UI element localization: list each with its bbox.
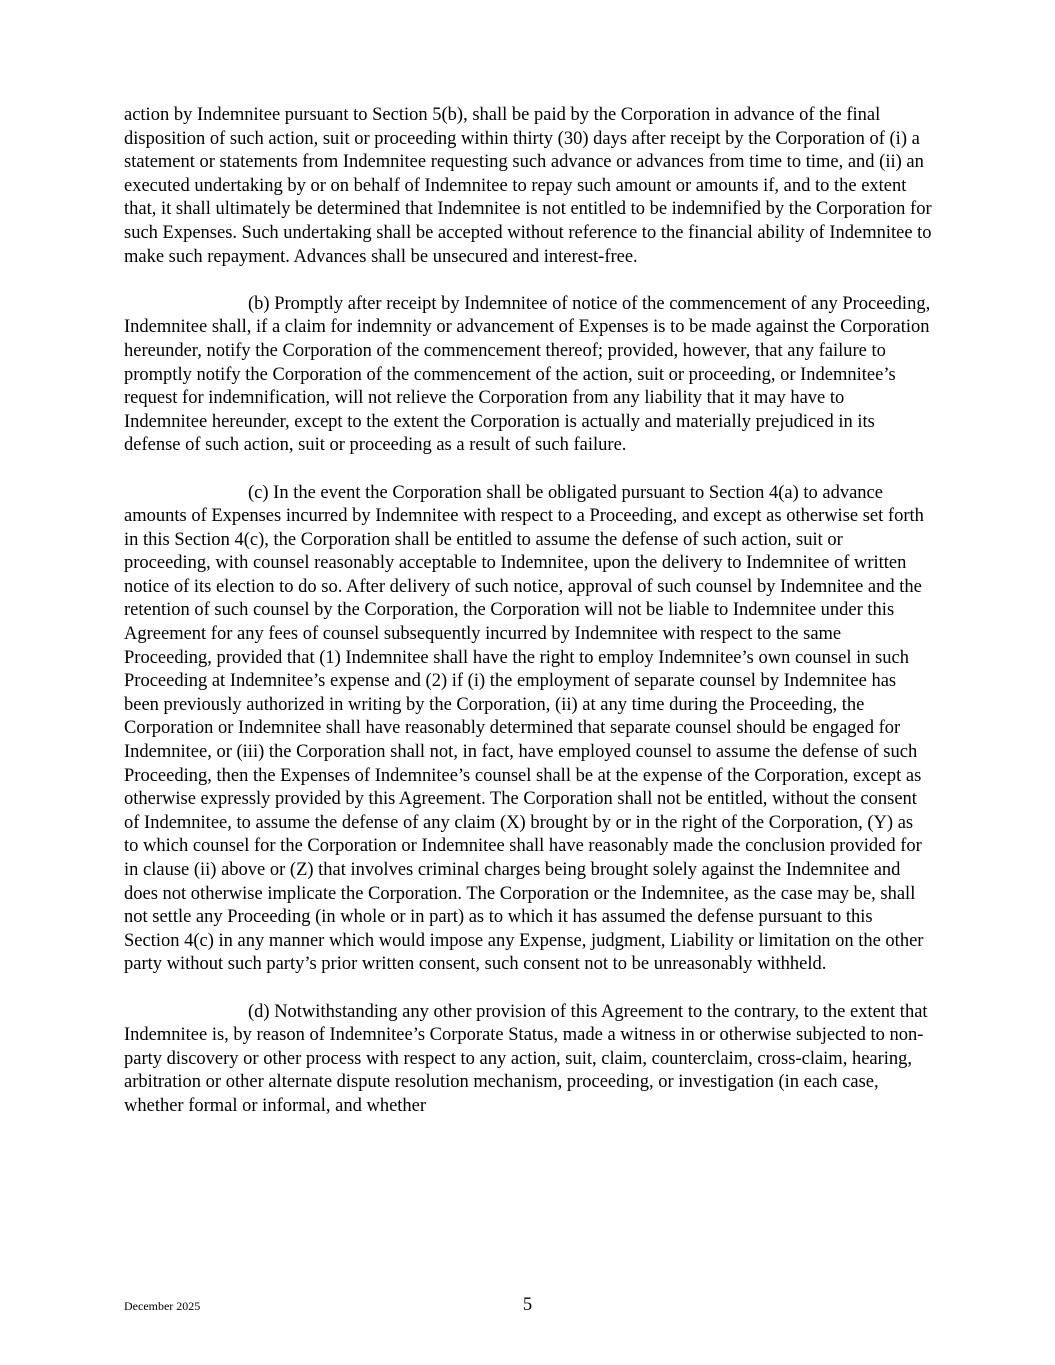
paragraph-continuation: action by Indemnitee pursuant to Section 5(b), shall be paid by the Corporation in advance of the final disposition of such action, suit or proceeding within thirty (30) days after receipt by the Corporation of (i) a statement or statements from Indemnitee requesting such advance or advances from time to time, and (ii) an executed undertaking by or on behalf of Indemnitee to repay such amount or amounts if, and to the extent that, it shall ultimately be determined that Indemnitee is not entitled to be indemnified by the Corporation for such Expenses. Such undertaking shall be accepted without reference to the financial ability of Indemnitee to make such repayment. Advances shall be unsecured and interest-free.	[124, 105, 932, 267]
document-body	[124, 104, 932, 1142]
footer-date: December 2025	[124, 1299, 201, 1313]
paragraph-section-d: (d) Notwithstanding any other provision of this Agreement to the contrary, to the extent that Indemnitee is, by reason of Indemnitee’s Corporate Status, made a witness in or otherwise subjected to non-party discovery or other process with respect to any action, suit, claim, counterclaim, cross-claim, hearing, arbitration or other alternate dispute resolution mechanism, proceeding, or investigation (in each case, whether formal or informal, and whether	[124, 1001, 928, 1116]
page-number: 5	[522, 1295, 533, 1315]
paragraph-section-c: (c) In the event the Corporation shall be obligated pursuant to Section 4(a) to advance amounts of Expenses incurred by Indemnitee with respect to a Proceeding, and except as otherwise set forth in this Section 4(c), the Corporation shall be entitled to assume the defense of such action, suit or proceeding, with counsel reasonably acceptable to Indemnitee, upon the delivery to Indemnitee of written notice of its election to do so. After delivery of such notice, approval of such counsel by Indemnitee and the retention of such counsel by the Corporation, the Corporation will not be liable to Indemnitee under this Agreement for any fees of counsel subsequently incurred by Indemnitee with respect to the same Proceeding, provided that (1) Indemnitee shall have the right to employ Indemnitee’s own counsel in such Proceeding at Indemnitee’s expense and (2) if (i) the employment of separate counsel by Indemnitee has been previously authorized in writing by the Corporation, (ii) at any time during the Proceeding, the Corporation or Indemnitee shall have reasonably determined that separate counsel should be engaged for Indemnitee, or (iii) the Corporation shall not, in fact, have employed counsel to assume the defense of such Proceeding, then the Expenses of Indemnitee’s counsel shall be at the expense of the Corporation, except as otherwise expressly provided by this Agreement. The Corporation shall not be entitled, without the consent of Indemnitee, to assume the defense of any claim (X) brought by or in the right of the Corporation, (Y) as to which counsel for the Corporation or Indemnitee shall have reasonably made the conclusion provided for in clause (ii) above or (Z) that involves criminal charges being brought solely against the Indemnitee and does not otherwise implicate the Corporation. The Corporation or the Indemnitee, as the case may be, shall not settle any Proceeding (in whole or in part) as to which it has assumed the defense pursuant to this Section 4(c) in any manner which would impose any Expense, judgment, Liability or limitation on the other party without such party’s prior written consent, such consent not to be unreasonably withheld.	[124, 482, 924, 975]
paragraph-section-b: (b) Promptly after receipt by Indemnitee of notice of the commencement of any Proceeding, Indemnitee shall, if a claim for indemnity or advancement of Expenses is to be made against the Corporation hereunder, notify the Corporation of the commencement thereof; provided, however, that any failure to promptly notify the Corporation of the commencement of the action, suit or proceeding, or Indemnitee’s request for indemnification, will not relieve the Corporation from any liability that it may have to Indemnitee hereunder, except to the extent the Corporation is actually and materially prejudiced in its defense of such action, suit or proceeding as a result of such failure.	[124, 293, 931, 456]
